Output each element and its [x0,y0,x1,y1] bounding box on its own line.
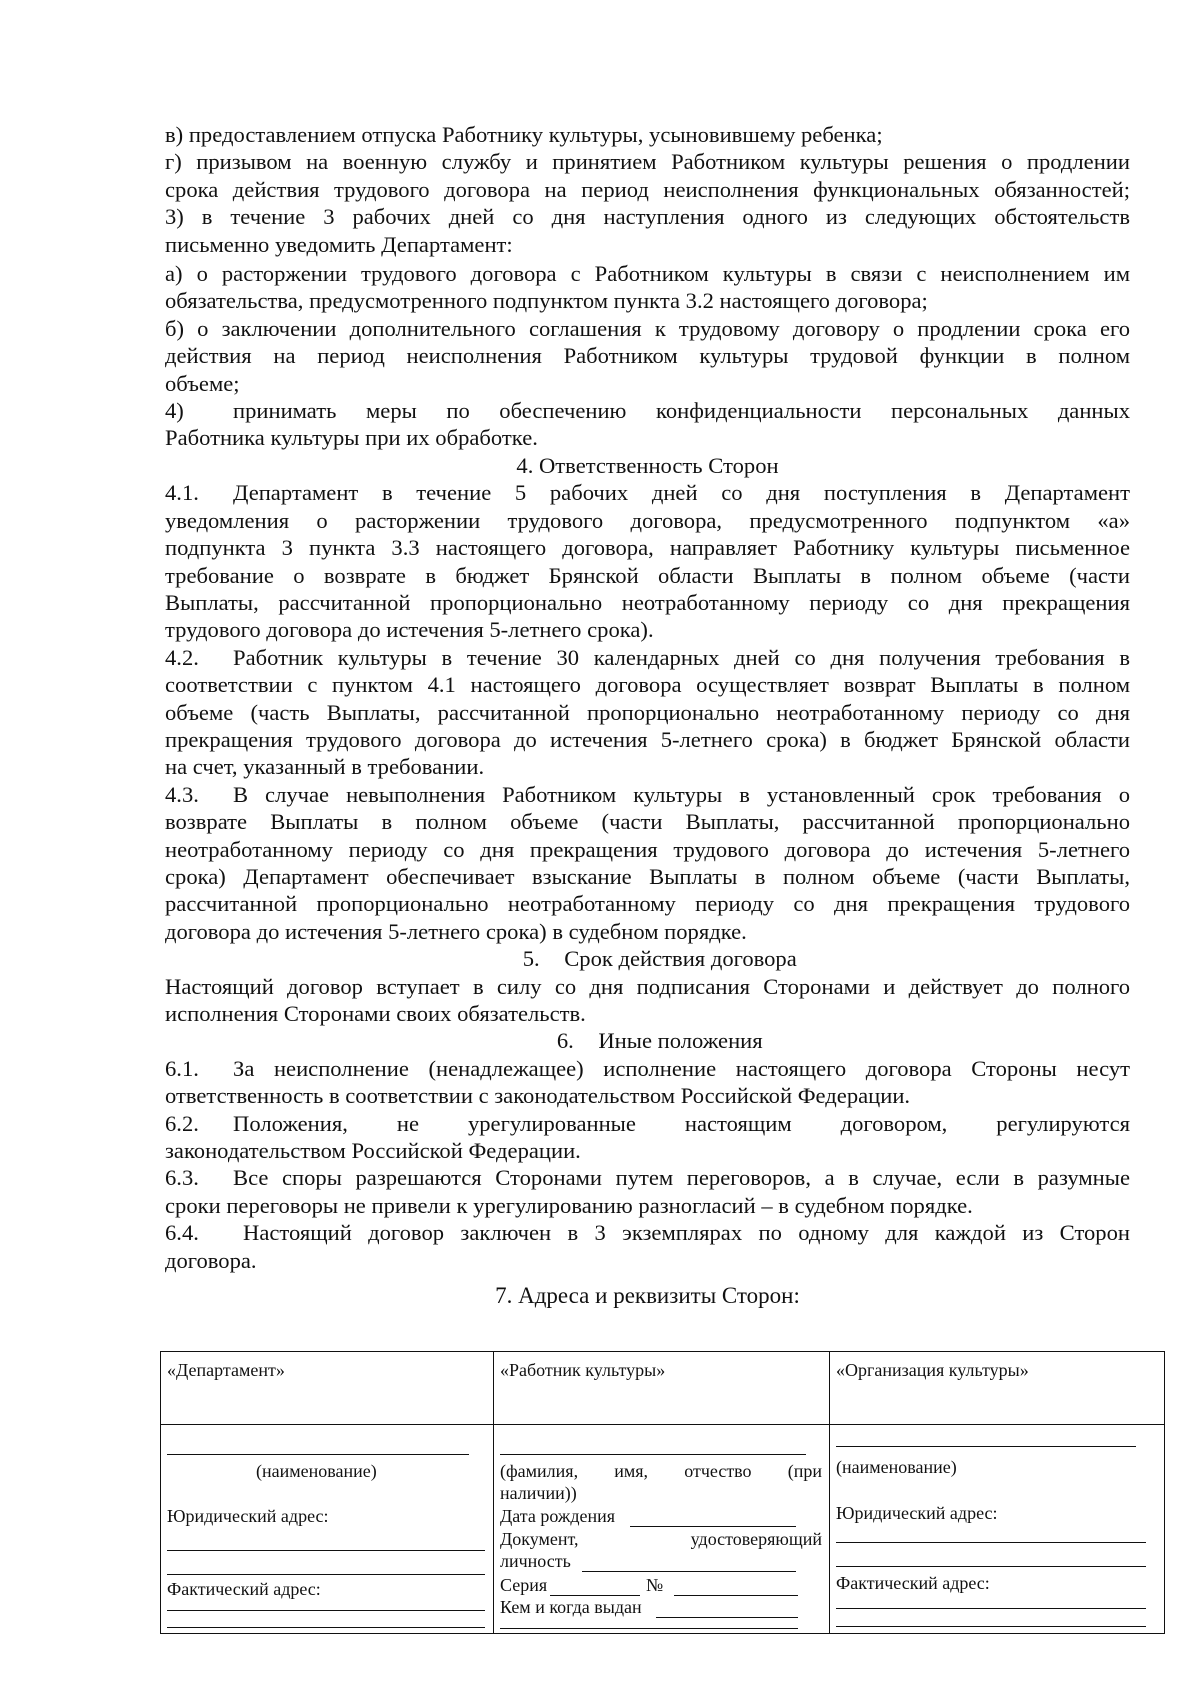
section-title: Иные положения [598,1028,763,1054]
clause-number: 6.1. [165,1055,199,1081]
worker-document-label-line2: личность [500,1551,571,1571]
department-column [161,1352,493,1633]
organization-name-caption: (наименование) [836,1457,957,1477]
clause-3-2-v: в) предоставлением отпуска Работнику культуры, усыновившему ребенка; [165,122,883,147]
clause-4-1-line1 [165,479,1130,506]
worker-series-label: Серия [500,1575,548,1595]
clause-text: Настоящий договор заключен в 3 экземплярах по одному для каждой из Сторон [243,1220,1130,1246]
organization-legal-address-label: Юридический адрес: [836,1503,998,1523]
document-body [165,121,1130,1309]
worker-document-line [582,1571,796,1572]
clause-3-3-b-line1: б) о заключении дополнительного соглашения к трудовому договору о продлении срока его [165,315,1130,341]
clause-text: Департамент в течение 5 рабочих дней со дня поступления в Департамент [233,480,1130,506]
clause-4-2-line1 [165,644,1130,671]
clause-number: 4.3. [165,781,199,807]
worker-name-line [500,1454,806,1455]
clause-6-3-line1 [165,1164,1130,1191]
worker-birth-date-label: Дата рождения [500,1506,616,1526]
clause-number: 4.2. [165,644,199,670]
clause-6-2-line2: законодательством Российской Федерации. [165,1138,581,1164]
organization-legal-address-line-1 [836,1542,1146,1543]
department-actual-address-line-2 [167,1627,485,1628]
clause-4-2-line4: прекращения трудового договора до истечения 5-летнего срока) в бюджет Брянской области [165,726,1130,752]
clause-4-3-line4: срока) Департамент обеспечивает взыскание Выплаты в полном объеме (части Выплаты, [165,863,1130,889]
department-header: «Департамент» [167,1360,285,1380]
department-name-line [167,1454,469,1455]
clause-number: 4.1. [165,480,199,506]
clause-4-3-line5: рассчитанной пропорционально неотработанному периоду со дня прекращения трудового [165,891,1130,917]
clause-4-2-line2: соответствии с пунктом 4.1 настоящего договора осуществляет возврат Выплаты в полном [165,672,1130,698]
clause-4-3-line1 [165,781,1130,808]
organization-column [829,1352,1164,1633]
worker-issued-by-label: Кем и когда выдан [500,1597,642,1617]
clause-text: Работник культуры в течение 30 календарных дней со дня получения требования в [233,644,1130,670]
clause-3-2-g-line1: г) призывом на военную службу и принятием Работником культуры решения о продлении [165,149,1130,175]
worker-number-line [674,1595,798,1596]
section-7-heading: 7. Адреса и реквизиты Сторон: [495,1283,800,1309]
clause-4-1-line3: подпункта 3 пункта 3.3 настоящего договора, направляет Работнику культуры письменное [165,535,1130,561]
clause-4-1-line6: трудового договора до истечения 5-летнего срока). [165,617,654,643]
clause-4-2-line3: объеме (часть Выплаты, рассчитанной пропорционально неотработанному периоду со дня [165,699,1130,725]
clause-3-2-g-line2: срока действия трудового договора на период неисполнения функциональных обязанностей; [165,176,1130,202]
organization-actual-address-line-1 [836,1608,1146,1609]
clause-4-1-line4: требование о возврате в бюджет Брянской области Выплаты в полном объеме (части [165,562,1130,588]
requisites-table [160,1351,1165,1634]
clause-text: Все споры разрешаются Сторонами путем переговоров, а в случае, если в разумные [233,1165,1130,1191]
organization-actual-address-label: Фактический адрес: [836,1573,990,1593]
clause-number: 6.4. [165,1220,199,1246]
clause-5-line2: исполнения Сторонами своих обязательств. [165,1001,586,1026]
section-5-heading [165,945,1130,972]
department-legal-address-line-1 [167,1550,485,1551]
clause-4-3-line2: возврате Выплаты в полном объеме (части Выплаты, рассчитанной пропорционально [165,809,1130,835]
clause-number: 6.2. [165,1110,199,1136]
section-title: Срок действия договора [564,946,797,972]
clause-4-3-line3: неотработанному периоду со дня прекращения трудового договора до истечения 5-летнего [165,836,1130,862]
organization-header: «Организация культуры» [836,1360,1029,1380]
clause-text: принимать меры по обеспечению конфиденциальности персональных данных [233,398,1130,424]
clause-5-line1: Настоящий договор вступает в силу со дня подписания Сторонами и действует до полного [165,973,1130,999]
clause-3-3-b-line3: объеме; [165,370,240,396]
clause-6-1-line1 [165,1055,1130,1082]
clause-6-3-line2: сроки переговоры не привели к урегулированию разногласий – в судебном порядке. [165,1192,973,1218]
clause-number: 6.3. [165,1165,199,1191]
clause-3-3-b-line2: действия на период неисполнения Работником культуры трудовой функции в полном [165,343,1130,369]
clause-3-4-line2: Работника культуры при их обработке. [165,425,538,451]
department-actual-address-line-1 [167,1610,485,1611]
department-legal-address-line-2 [167,1574,485,1575]
section-6-heading [165,1027,1130,1054]
worker-number-label: № [646,1575,664,1595]
worker-birth-date-line [630,1526,796,1527]
department-actual-address-label: Фактический адрес: [167,1579,321,1599]
clause-6-4-line1 [165,1219,1130,1246]
clause-6-2-line1 [165,1110,1130,1137]
organization-legal-address-line-2 [836,1566,1146,1567]
clause-3-3-line1: 3) в течение 3 рабочих дней со дня наступления одного из следующих обстоятельств [165,204,1130,230]
worker-issued-by-line-2 [500,1628,798,1629]
clause-3-3-line2: письменно уведомить Департамент: [165,231,513,257]
clause-4-1-line2: уведомления о расторжении трудового договора, предусмотренного подпунктом «а» [165,507,1130,533]
organization-actual-address-line-2 [836,1626,1146,1627]
clause-3-3-a-line1: а) о расторжении трудового договора с Работником культуры в связи с неисполнением им [165,261,1130,287]
clause-4-2-line5: на счет, указанный в требовании. [165,754,485,780]
clause-3-3-a-line2: обязательства, предусмотренного подпунктом пункта 3.2 настоящего договора; [165,288,928,314]
clause-6-4-line2: договора. [165,1247,257,1273]
clause-number: 4) [165,398,184,424]
clause-4-1-line5: Выплаты, рассчитанной пропорционально неотработанному периоду со дня прекращения [165,589,1130,615]
clause-6-1-line2: ответственность в соответствии с законодательством Российской Федерации. [165,1083,911,1109]
clause-3-4-line1 [165,397,1130,424]
worker-name-caption-line2: наличии)) [500,1483,577,1503]
worker-header: «Работник культуры» [500,1360,666,1380]
section-number: 5. [522,946,540,972]
department-name-caption: (наименование) [256,1461,377,1481]
worker-column [493,1352,830,1633]
clause-text: Положения, не урегулированные настоящим договором, регулируются [233,1110,1130,1136]
clause-text: В случае невыполнения Работником культуры в установленный срок требования о [233,781,1130,807]
department-legal-address-label: Юридический адрес: [167,1506,329,1526]
section-4-heading: 4. Ответственность Сторон [516,452,779,478]
worker-issued-by-line [656,1617,798,1618]
worker-name-caption-line1: (фамилия, имя, отчество (при [500,1461,822,1481]
section-number: 6. [556,1028,574,1054]
clause-4-3-line6: договора до истечения 5-летнего срока) в судебном порядке. [165,918,747,944]
worker-document-label-line1: Документ, удостоверяющий [500,1529,822,1549]
organization-name-line [836,1446,1136,1447]
clause-text: За неисполнение (ненадлежащее) исполнение настоящего договора Стороны несут [233,1055,1130,1081]
